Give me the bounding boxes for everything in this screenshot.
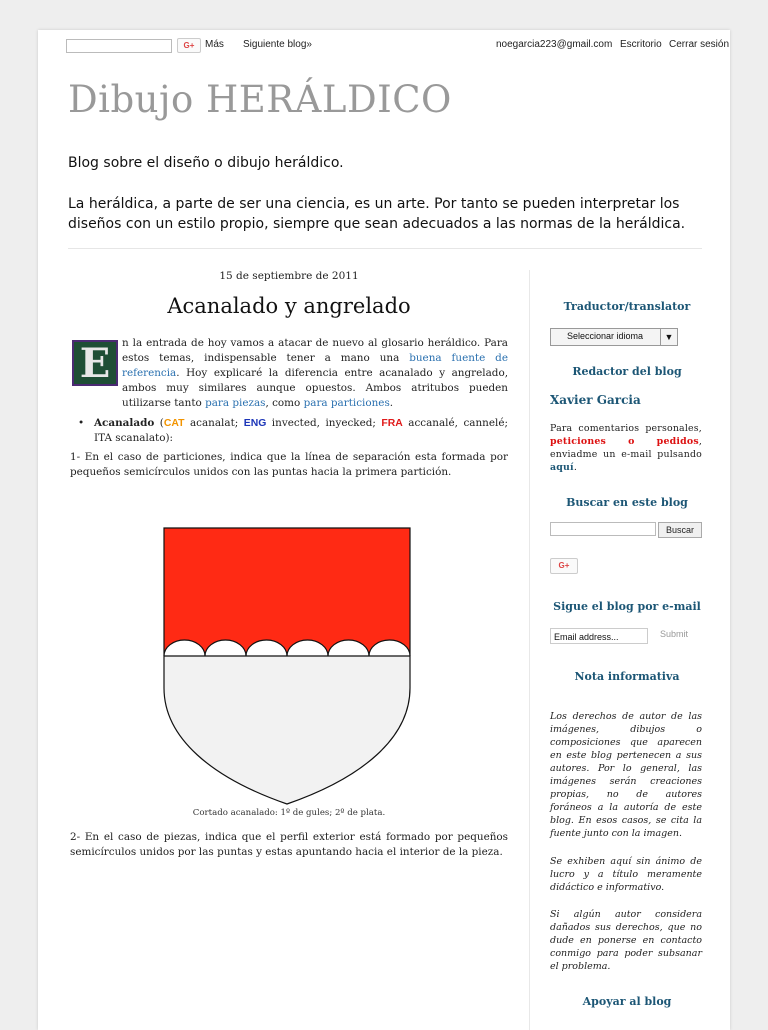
drop-cap-letter: E bbox=[79, 340, 111, 387]
language-select[interactable] bbox=[550, 328, 678, 346]
post-paragraph-1 bbox=[70, 336, 508, 411]
author-text-b: , enviadme un e-mail pulsando bbox=[550, 436, 702, 460]
p1-text-d: . bbox=[389, 397, 394, 409]
next-blog-link[interactable]: Siguiente blog» bbox=[243, 39, 312, 50]
desk-link[interactable]: Escritorio bbox=[620, 39, 662, 50]
gplus-icon[interactable]: G+ bbox=[177, 38, 201, 53]
fra-text: accanalé, cannelé; ITA scanalato): bbox=[94, 417, 508, 444]
user-email: noegarcia223@gmail.com bbox=[496, 39, 613, 50]
fra-label: FRA bbox=[381, 418, 403, 429]
author-text-c: . bbox=[573, 462, 577, 473]
post-paragraph-2: 1- En el caso de particiones, indica que la línea de separación esta formada por pequeños semicírculos unidos con las puntas hacia la primera partición. bbox=[70, 451, 508, 478]
author-name: Xavier Garcia bbox=[550, 393, 641, 407]
eng-label: ENG bbox=[243, 418, 267, 429]
blog-page bbox=[38, 30, 730, 1030]
nota-paragraph-3: Si algún autor considera dañados sus derechos, que no dude en ponerse en contacto conmigo para poder subsanar el problema. bbox=[550, 909, 702, 972]
bullet-dot: • bbox=[78, 417, 85, 429]
cat-label: CAT bbox=[163, 418, 185, 429]
translator-heading: Traductor/translator bbox=[563, 300, 691, 313]
chevron-down-icon: ▼ bbox=[660, 329, 677, 345]
blogger-navbar bbox=[38, 30, 730, 60]
nota-paragraph-1: Los derechos de autor de las imágenes, dibujos o composiciones que aparecen en este blog pertenecen a sus autores. Por lo general, las imágenes serán creaciones propias, no de autores foráneos a la autoría de este blog. En esos casos, se cita la fuente junto con la imagen. bbox=[550, 711, 702, 839]
header-divider bbox=[68, 248, 702, 249]
nota-paragraph-2: Se exhiben aquí sin ánimo de lucro y a título meramente didáctico e informativo. bbox=[550, 856, 702, 893]
shield-gules-field bbox=[164, 528, 410, 656]
navbar-search-input[interactable] bbox=[66, 39, 172, 53]
search-heading: Buscar en este blog bbox=[566, 496, 688, 509]
bullet-term: Acanalado bbox=[94, 417, 155, 429]
follow-submit-button[interactable]: Submit bbox=[660, 629, 689, 639]
logout-link[interactable]: Cerrar sesión bbox=[669, 39, 730, 50]
author-description bbox=[550, 422, 702, 474]
particiones-link[interactable]: para particiones bbox=[303, 397, 390, 409]
email-here-link[interactable]: aquí bbox=[550, 462, 574, 473]
eng-text: invected, inyecked; bbox=[266, 417, 382, 429]
post-date: 15 de septiembre de 2011 bbox=[219, 270, 359, 282]
follow-heading: Sigue el blog por e-mail bbox=[553, 600, 701, 613]
image-caption: Cortado acanalado: 1º de gules; 2º de plata. bbox=[192, 808, 386, 818]
p1-text-c: , como bbox=[265, 397, 304, 409]
p1-text-a: n la entrada de hoy vamos a atacar de nuevo al glosario heráldico. Para estos temas, indispensable tener a mano una bbox=[122, 337, 508, 364]
blog-title[interactable]: Dibujo HERÁLDICO bbox=[68, 78, 452, 121]
author-text-a: Para comentarios personales, bbox=[550, 423, 702, 434]
gplus-icon[interactable]: G+ bbox=[550, 558, 578, 574]
blog-description-line1: Blog sobre el diseño o dibujo heráldico. bbox=[68, 155, 344, 171]
shield-image bbox=[162, 526, 412, 806]
requests-link[interactable]: peticiones o pedidos bbox=[550, 436, 699, 447]
language-select-label: Seleccionar idioma bbox=[566, 331, 644, 341]
author-heading: Redactor del blog bbox=[572, 365, 682, 378]
post-paragraph-3: 2- En el caso de piezas, indica que el perfil exterior está formado por pequeños semicírculos unidos por las puntas y estas apuntando hacia el interior de la pieza. bbox=[70, 831, 508, 858]
follow-email-input[interactable]: Email address... bbox=[550, 628, 648, 644]
list-item bbox=[78, 416, 508, 446]
p1-text-b: . Hoy explicaré la diferencia entre acanalado y angrelado, ambos muy similares aunque opuestos. Ambos atritubos pueden utilizarse tanto bbox=[122, 367, 508, 409]
blog-search-input[interactable] bbox=[550, 522, 656, 536]
support-heading: Apoyar al blog bbox=[582, 995, 672, 1008]
bullet-open: ( bbox=[154, 417, 164, 429]
sidebar-divider bbox=[529, 270, 530, 1030]
more-link[interactable]: Más bbox=[205, 39, 224, 50]
cat-text: acanalat; bbox=[184, 417, 244, 429]
piezas-link[interactable]: para piezas bbox=[205, 397, 266, 409]
nota-heading: Nota informativa bbox=[574, 670, 680, 683]
blog-description-line2: La heráldica, a parte de ser una ciencia, es un arte. Por tanto se pueden interpretar los diseños con un estilo propio, siempre que sean adecuados a las normas de la heráldica. bbox=[68, 196, 686, 232]
post-title[interactable]: Acanalado y angrelado bbox=[167, 294, 411, 318]
blog-search-button[interactable]: Buscar bbox=[658, 522, 702, 538]
reference-link[interactable]: buena fuente de referencia bbox=[122, 352, 508, 379]
shield-plata-field bbox=[164, 656, 410, 804]
